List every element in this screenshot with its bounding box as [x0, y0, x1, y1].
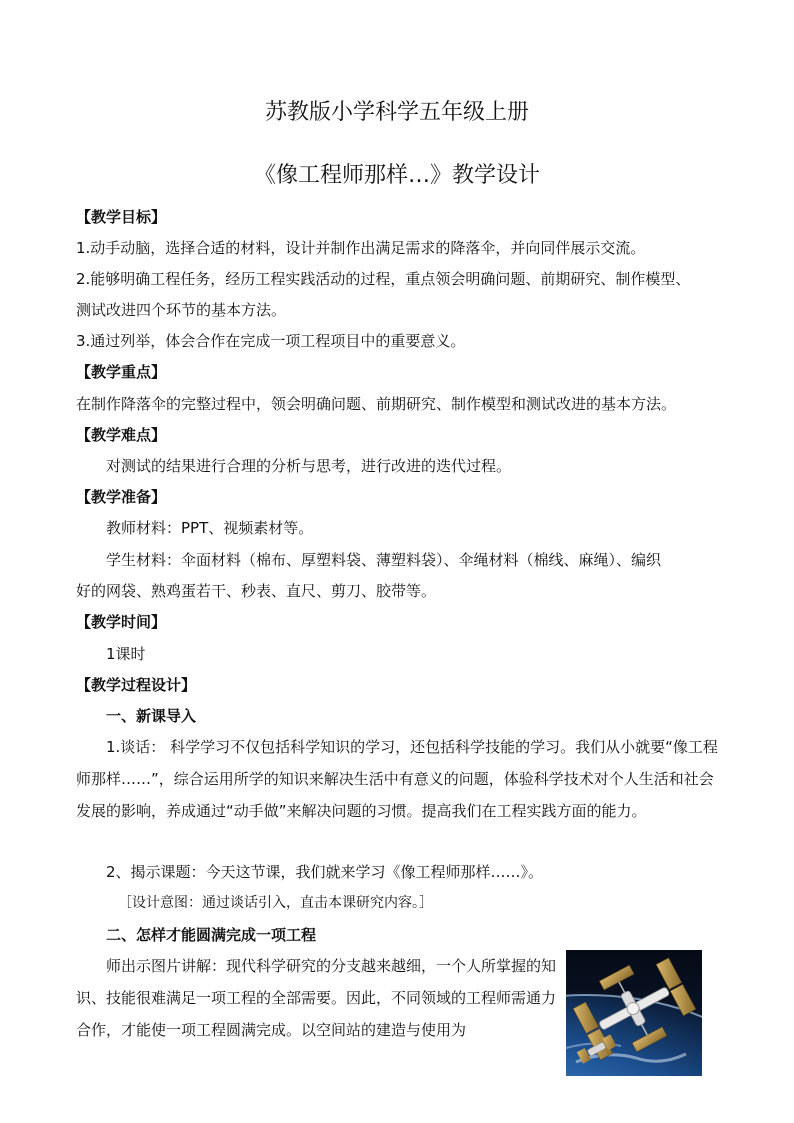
goals-heading: 【教学目标】	[76, 208, 167, 226]
section1-paragraph-1: 1.谈话： 科学学习不仅包括科学知识的学习，还包括科学技能的学习。我们从小就要“像工程师那样……”，综合运用所学的知识来解决生活中有意义的问题，体验科学技术对个人生活和社会发展的影响，养成通过“动手做”来解决问题的习惯。提高我们在工程实践方面的能力。	[76, 738, 718, 820]
time-text: 1课时	[106, 645, 146, 663]
difficulty-text: 对测试的结果进行合理的分析与思考，进行改进的迭代过程。	[106, 457, 512, 475]
section2-title: 二、怎样才能圆满完成一项工程	[106, 926, 317, 944]
section1-design-note: ［设计意图：通过谈话引入，直击本课研究内容。］	[118, 895, 433, 911]
space-station-photo	[566, 950, 702, 1076]
focus-text: 在制作降落伞的完整过程中，领会明确问题、前期研究、制作模型和测试改进的基本方法。	[76, 395, 677, 413]
time-heading: 【教学时间】	[76, 613, 167, 631]
difficulty-heading: 【教学难点】	[76, 426, 167, 444]
goal-2-line-a: 2.能够明确工程任务，经历工程实践活动的过程，重点领会明确问题、前期研究、制作模型、	[76, 270, 691, 288]
prep-heading: 【教学准备】	[76, 488, 167, 506]
focus-heading: 【教学重点】	[76, 363, 167, 381]
prep-teacher: 教师材料：PPT、视频素材等。	[106, 519, 314, 537]
doc-title-line1: 苏教版小学科学五年级上册	[264, 100, 529, 125]
goal-1: 1.动手动脑，选择合适的材料，设计并制作出满足需求的降落伞，并向同伴展示交流。	[76, 239, 646, 257]
prep-student-line-a: 学生材料：伞面材料（棉布、厚塑料袋、薄塑料袋）、伞绳材料（棉线、麻绳）、编织	[106, 551, 662, 569]
process-heading: 【教学过程设计】	[76, 676, 197, 694]
section1-title: 一、新课导入	[106, 707, 197, 725]
section1-paragraph-2: 2、揭示课题：今天这节课，我们就来学习《像工程师那样……》。	[106, 863, 544, 881]
section2-paragraph-1: 师出示图片讲解：现代科学研究的分支越来越细，一个人所掌握的知识、技能很难满足一项工程的全部需要。因此，不同领域的工程师需通力合作，才能使一项工程圆满完成。以空间站的建造与使用为	[76, 957, 557, 1039]
doc-title-line2: 《像工程师那样…》教学设计	[253, 163, 540, 188]
goal-3: 3.通过列举，体会合作在完成一项工程项目中的重要意义。	[76, 332, 466, 350]
goal-2-line-b: 测试改进四个环节的基本方法。	[76, 301, 287, 319]
prep-student-line-b: 好的网袋、熟鸡蛋若干、秒表、直尺、剪刀、胶带等。	[76, 582, 437, 600]
